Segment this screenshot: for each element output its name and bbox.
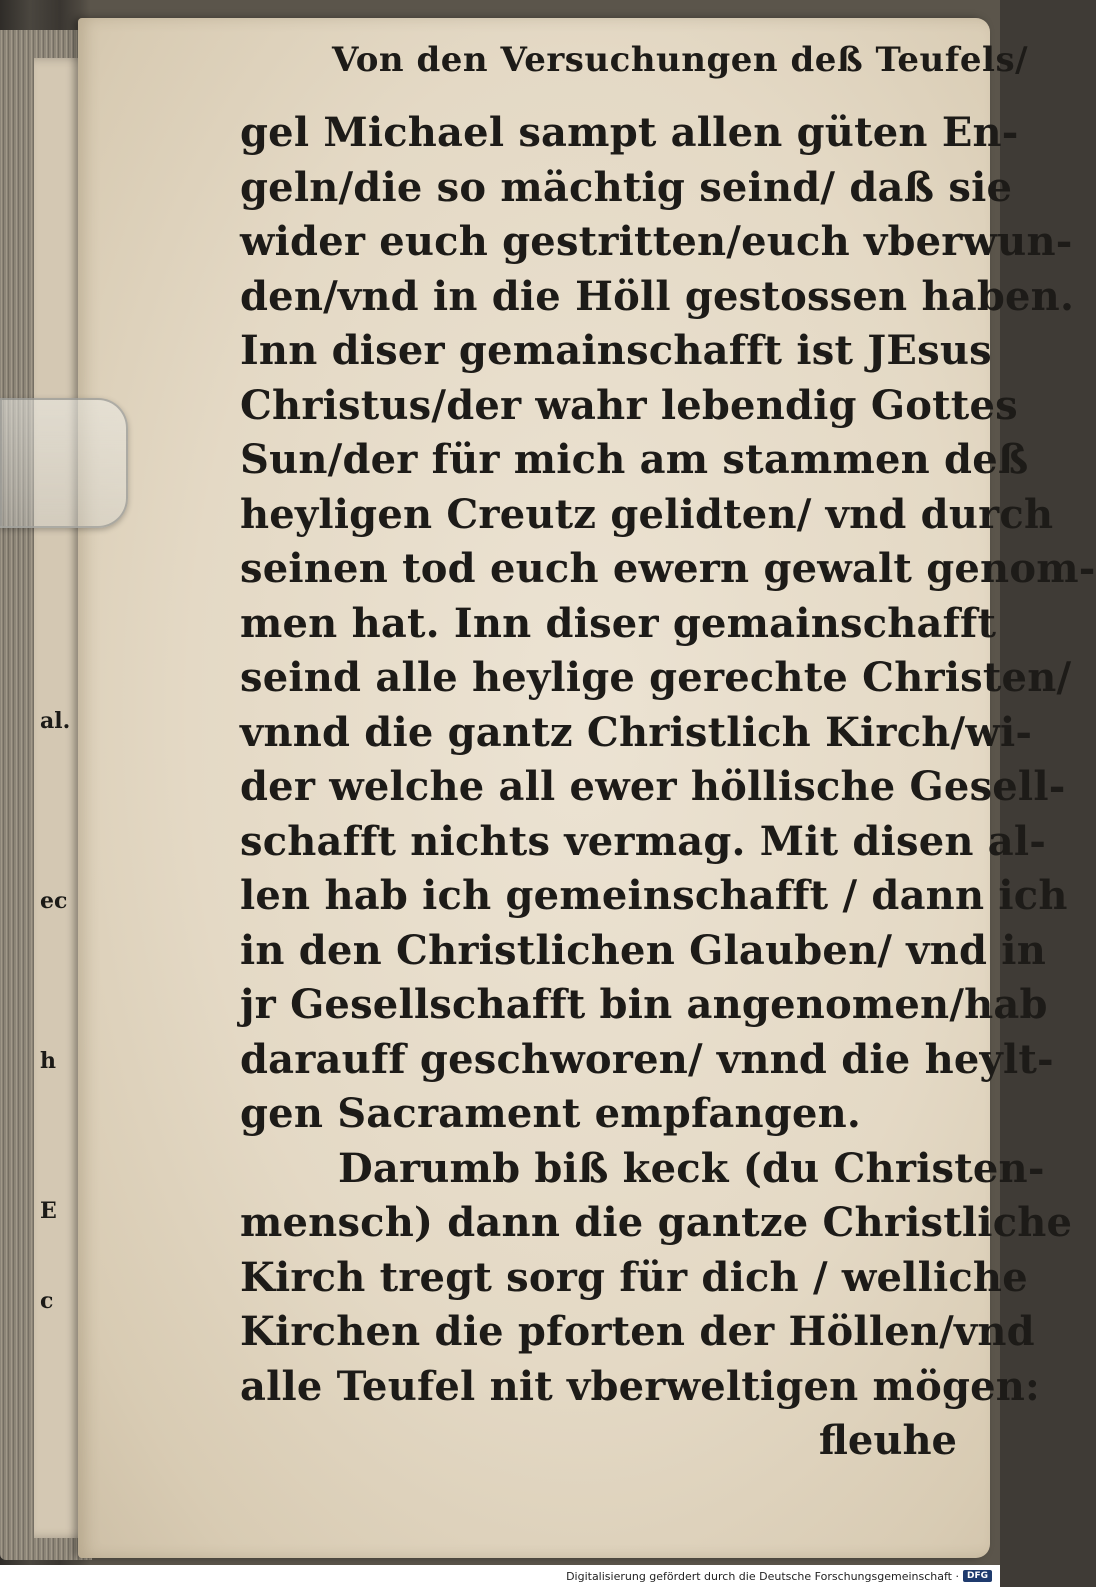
running-head: Von den Versuchungen deß Teufels/ [332,40,1029,80]
text-line: alle Teufel nit vberweltigen mögen: [240,1362,1041,1410]
text-line: Christus/der wahr lebendig Gottes [240,381,1018,429]
text-line: Darumb biß keck (du Christen- [338,1144,1045,1192]
funding-credit: Digitalisierung gefördert durch die Deutsche Forschungsgemeinschaft · [566,1569,959,1583]
text-line: gel Michael sampt allen güten En- [240,109,1019,156]
facing-page-fragment: E [40,1198,57,1224]
text-line: seind alle heylige gerechte Christen/ [240,654,1072,701]
facing-page-fragment: al. [40,708,71,734]
page-clip [0,398,128,528]
facing-page-fragment: ec [40,888,68,914]
text-line: der welche all ewer höllische Gesell- [240,763,1066,810]
facing-page-fragment: h [40,1048,56,1074]
paragraph-1 [240,106,1096,1142]
text-line: darauff geschworen/ vnnd die heylt- [240,1035,1054,1083]
text-line: Inn diser gemainschafft ist JEsus [240,327,992,374]
text-line: den/vnd in die Höll gestossen haben. [240,272,1075,320]
text-line: Sun/der für mich am stammen deß [240,436,1029,483]
digitization-footer [0,1565,1000,1587]
text-line: Kirchen die pforten der Höllen/vnd [240,1308,1035,1355]
text-line: geln/die so mächtig seind/ daß sie [240,163,1013,211]
text-line: schafft nichts vermag. Mit disen al- [240,817,1047,865]
text-line: gen Sacrament empfangen. [240,1090,862,1137]
text-line: jr Gesellschafft bin angenomen/hab [240,981,1048,1028]
text-line: seinen tod euch ewern gewalt genom- [240,545,1096,592]
text-line: in den Christlichen Glauben/ vnd in [240,926,1046,974]
page-text [240,40,1096,1468]
text-line: vnnd die gantz Christlich Kirch/wi- [240,708,1033,756]
text-line: wider euch gestritten/euch vberwun- [240,218,1073,265]
text-line: heyligen Creutz gelidten/ vnd durch [240,490,1054,538]
dfg-logo: DFG [963,1570,992,1582]
text-line: men hat. Inn diser gemainschafft [240,599,997,647]
text-line: len hab ich gemeinschafft / dann ich [240,872,1068,919]
text-line: Kirch tregt sorg für dich / welliche [240,1253,1028,1301]
paragraph-2 [240,1142,1073,1415]
catchword: fleuhe [818,1417,957,1464]
text-line: mensch) dann die gantze Christliche [240,1199,1073,1246]
facing-page-fragment: c [40,1288,54,1314]
